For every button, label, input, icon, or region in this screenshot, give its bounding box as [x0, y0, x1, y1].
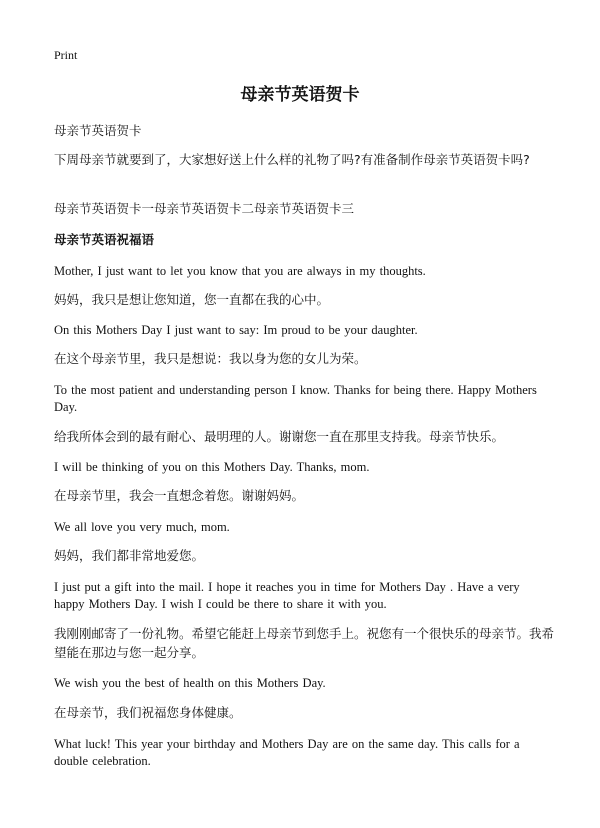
greeting-en-2: On this Mothers Day I just want to say: Im proud to be your daughter. — [54, 323, 418, 337]
greeting-en-7: We wish you the best of health on this Mothers Day. — [54, 676, 326, 690]
greeting-zh-3: 给我所体会到的最有耐心、最明理的人。谢谢您一直在那里支持我。母亲节快乐。 — [54, 429, 505, 444]
greeting-zh-2: 在这个母亲节里，我只是想说：我以身为您的女儿为荣。 — [54, 351, 367, 366]
greeting-en-5: We all love you very much, mom. — [54, 520, 230, 534]
greeting-en-3: To the most patient and understanding person I know. Thanks for being there. Happy Mothers Day. — [54, 383, 537, 414]
greeting-en-6: I just put a gift into the mail. I hope it reaches you in time for Mothers Day . Have a very happy Mothers Day. I wish I could be there to share it with you. — [54, 580, 520, 611]
greeting-en-8: What luck! This year your birthday and Mothers Day are on the same day. This calls for a double celebration. — [54, 737, 520, 768]
section-heading: 母亲节英语祝福语 — [54, 232, 155, 247]
greeting-en-1: Mother, I just want to let you know that you are always in my thoughts. — [54, 264, 426, 278]
intro-subtitle: 母亲节英语贺卡 — [54, 123, 142, 138]
greeting-zh-4: 在母亲节里，我会一直想念着您。谢谢妈妈。 — [54, 488, 305, 503]
greeting-en-4: I will be thinking of you on this Mothers Day. Thanks, mom. — [54, 460, 370, 474]
greeting-zh-6: 我刚刚邮寄了一份礼物。希望它能赶上母亲节到您手上。祝您有一个很快乐的母亲节。我希望能在那边与您一起分享。 — [54, 626, 555, 660]
card-links[interactable]: 母亲节英语贺卡一母亲节英语贺卡二母亲节英语贺卡三 — [54, 201, 355, 216]
page-title: 母亲节英语贺卡 — [240, 85, 360, 105]
intro-paragraph: 下周母亲节就要到了，大家想好送上什么样的礼物了吗?有准备制作母亲节英语贺卡吗? — [54, 152, 530, 167]
greeting-zh-7: 在母亲节，我们祝福您身体健康。 — [54, 705, 242, 720]
greeting-zh-5: 妈妈，我们都非常地爱您。 — [54, 548, 205, 563]
print-link[interactable]: Print — [54, 48, 78, 62]
greeting-zh-1: 妈妈，我只是想让您知道，您一直都在我的心中。 — [54, 292, 330, 307]
